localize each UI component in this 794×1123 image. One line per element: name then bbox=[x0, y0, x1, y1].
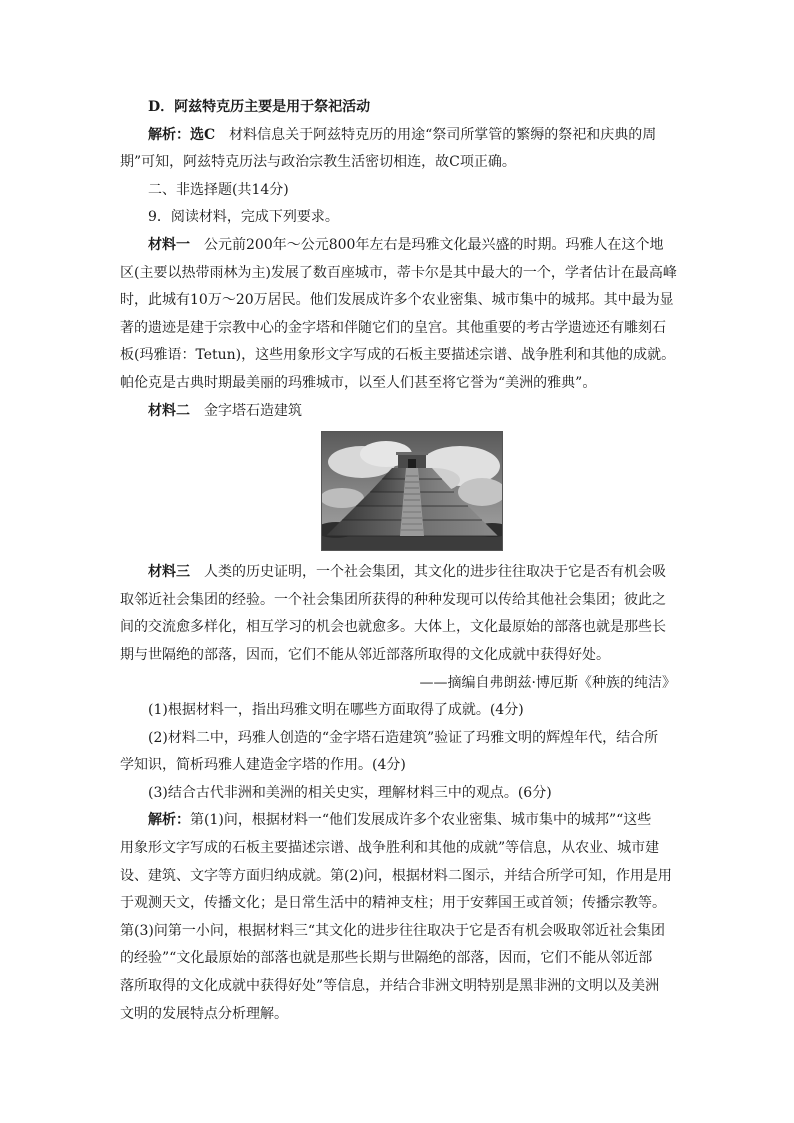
question-2: (2)材料二中，玛雅人创造的“金字塔石造建筑”验证了玛雅文明的辉煌年代，结合所 bbox=[148, 729, 659, 746]
analysis-label: 解析： bbox=[148, 126, 190, 143]
analysis-answer-line bbox=[120, 122, 676, 150]
analysis-2-line: 的经验”“文化最原始的部落也就是那些长期与世隔绝的部落，因而，它们不能从邻近部 bbox=[120, 950, 653, 967]
material-3-line: 取邻近社会集团的经验。一个社会集团所获得的种种发现可以传给其他社会集团；彼此之 bbox=[120, 591, 666, 608]
material-1-line: 板(玛雅语：Tetun)，这些用象形文字写成的石板主要描述宗谱、战争胜利和其他的成就。 bbox=[120, 347, 676, 364]
analysis-text-line: 期”可知，阿兹特克历法与政治宗教生活密切相连，故C项正确。 bbox=[120, 154, 516, 171]
material-3-source: ——摘编自弗朗兹·博厄斯《种族的纯洁》 bbox=[419, 674, 676, 691]
analysis-2-line: 第(3)问第一小问，根据材料三“其文化的进步往往取决于它是否有机会吸取邻近社会集团 bbox=[120, 922, 665, 939]
material-1-line: 区(主要以热带雨林为主)发展了数百座城市，蒂卡尔是其中最大的一个，学者估计在最高峰 bbox=[120, 264, 677, 281]
material-3-label: 材料三 bbox=[148, 564, 190, 581]
material-1-line: 时，此城有10万～20万居民。他们发展成许多个农业密集、城市集中的城邦。其中最为显 bbox=[120, 292, 674, 309]
analysis-2-text: 第(1)问，根据材料一“他们发展成许多个农业密集、城市集中的城邦”“这些 bbox=[190, 812, 652, 829]
section-title: 二、非选择题(共14分) bbox=[148, 181, 289, 198]
document-page bbox=[120, 94, 676, 1028]
question-2-continued: 学知识，简析玛雅人建造金字塔的作用。(4分) bbox=[120, 757, 406, 774]
analysis-2-line: 文明的发展特点分析理解。 bbox=[120, 1005, 288, 1022]
material-2-label: 材料二 bbox=[148, 402, 190, 419]
material-1-text: 公元前200年～公元800年左右是玛雅文化最兴盛的时期。玛雅人在这个地 bbox=[204, 236, 664, 253]
material-2-heading bbox=[120, 398, 676, 426]
question-1: (1)根据材料一，指出玛雅文明在哪些方面取得了成就。(4分) bbox=[148, 702, 524, 719]
material-3-first-line bbox=[120, 559, 676, 587]
pyramid-photo bbox=[321, 431, 503, 551]
analysis-2-line: 于观测天文，传播文化；是日常生活中的精神支柱；用于安葬国王或首领；传播宗教等。 bbox=[120, 895, 666, 912]
material-1-first-line bbox=[120, 232, 676, 260]
analysis-2-line: 设、建筑、文字等方面归纳成就。第(2)问，根据材料二图示，并结合所学可知，作用是用 bbox=[120, 867, 672, 884]
analysis-text: 材料信息关于阿兹特克历的用途“祭司所掌管的繁缛的祭祀和庆典的周 bbox=[229, 126, 657, 143]
analysis-2-line: 用象形文字写成的石板主要描述宗谱、战争胜利和其他的成就”等信息，从农业、城市建 bbox=[120, 840, 660, 857]
question-stem: 9．阅读材料，完成下列要求。 bbox=[148, 209, 339, 226]
material-1-line: 著的遗迹是建于宗教中心的金字塔和伴随它们的皇宫。其他重要的考古学遗迹还有雕刻石 bbox=[120, 319, 666, 336]
answer-choice: 选C bbox=[190, 126, 216, 143]
material-1-line: 帕伦克是古典时期最美丽的玛雅城市，以至人们甚至将它誉为“美洲的雅典”。 bbox=[120, 374, 597, 391]
analysis-2-line: 落所取得的文化成就中获得好处”等信息，并结合非洲文明特别是黑非洲的文明以及美洲 bbox=[120, 978, 660, 995]
material-1-label: 材料一 bbox=[148, 236, 190, 253]
analysis-2-label: 解析： bbox=[148, 812, 190, 829]
question-3: (3)结合古代非洲和美洲的相关史实，理解材料三中的观点。(6分) bbox=[148, 784, 552, 801]
material-3-text: 人类的历史证明，一个社会集团，其文化的进步往往取决于它是否有机会吸 bbox=[204, 564, 666, 581]
material-3-line: 期与世隔绝的部落，因而，它们不能从邻近部落所取得的文化成就中获得好处。 bbox=[120, 646, 610, 663]
material-3-line: 间的交流愈多样化，相互学习的机会也就愈多。大体上，文化最原始的部落也就是那些长 bbox=[120, 619, 666, 636]
figure-container bbox=[120, 431, 676, 551]
material-2-title: 金字塔石造建筑 bbox=[204, 402, 302, 419]
analysis-2-first-line bbox=[120, 807, 676, 835]
option-d: D．阿兹特克历主要是用于祭祀活动 bbox=[148, 99, 371, 115]
